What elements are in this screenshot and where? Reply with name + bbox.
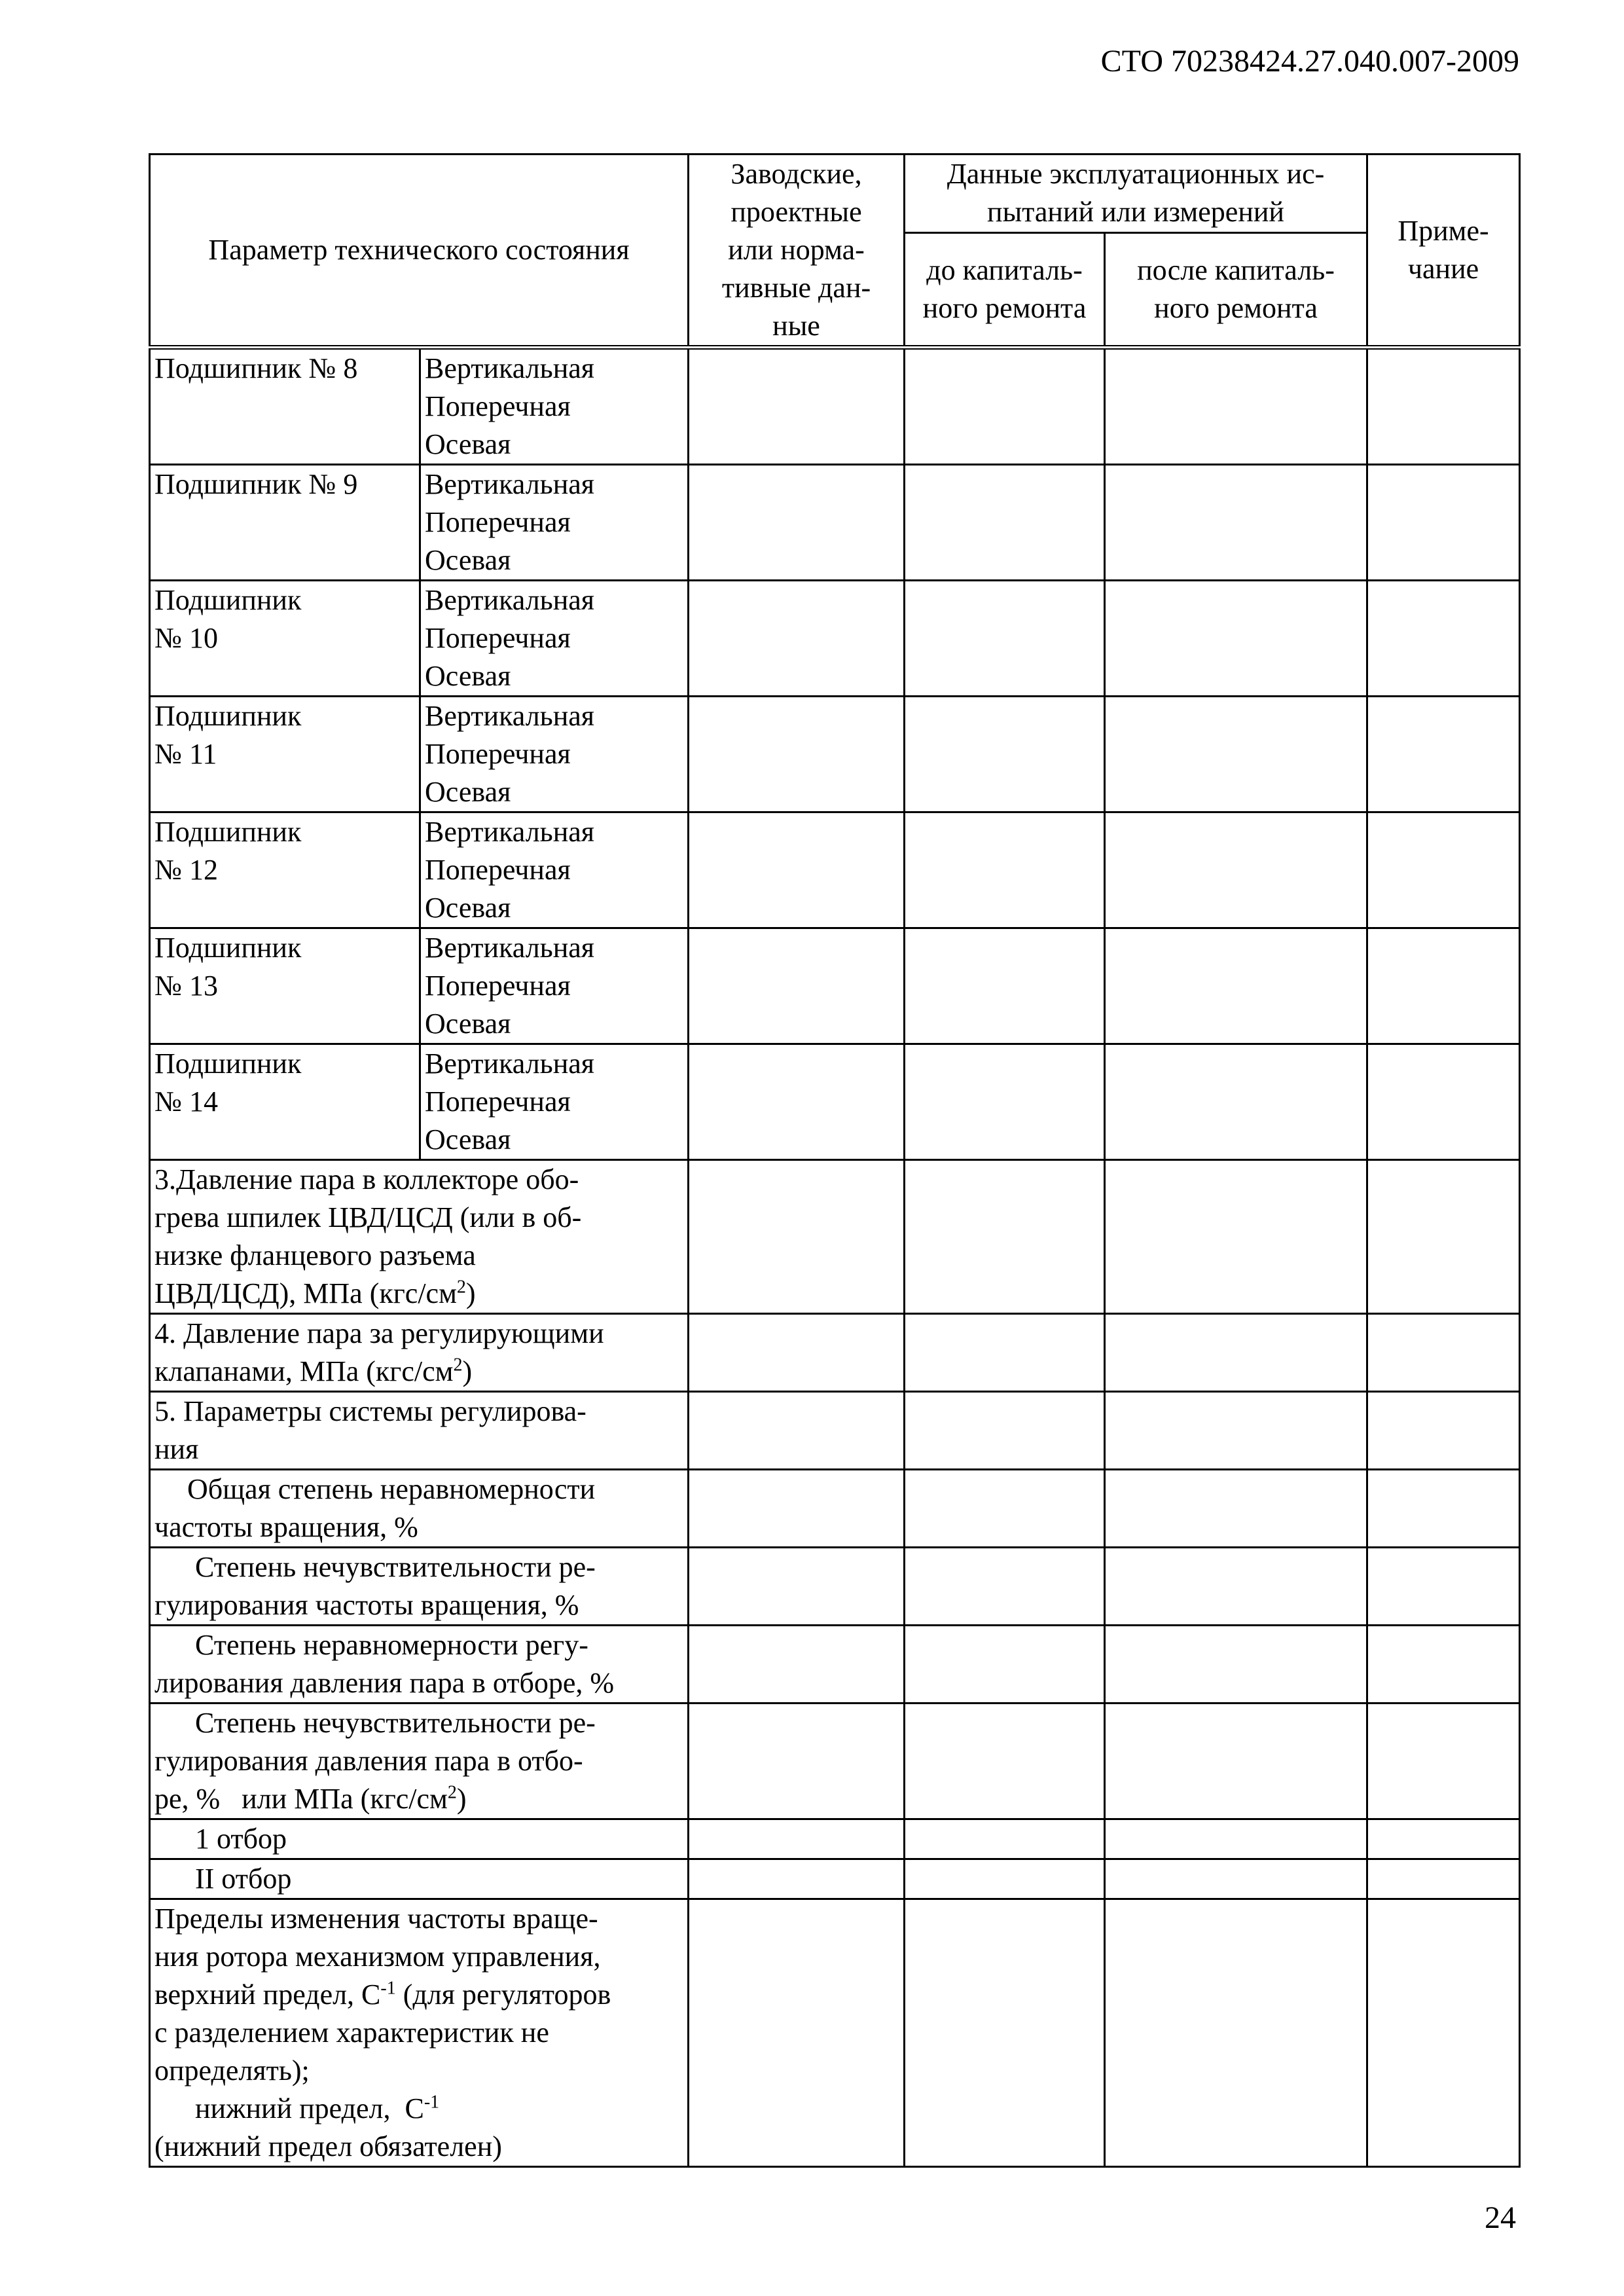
bearing-name: Подшипник № 9 xyxy=(150,465,420,581)
note-cell[interactable] xyxy=(1367,1626,1520,1704)
note-cell[interactable] xyxy=(1367,1548,1520,1626)
row-label: 1 отбор xyxy=(150,1819,689,1859)
after-cell[interactable] xyxy=(1105,1626,1367,1704)
factory-cell[interactable] xyxy=(689,581,905,697)
bearing-directions: Вертикальная Поперечная Осевая xyxy=(420,581,689,697)
factory-cell[interactable] xyxy=(689,348,905,465)
factory-cell[interactable] xyxy=(689,1160,905,1314)
after-cell[interactable] xyxy=(1105,697,1367,812)
row-label: Степень нечувствительности ре- гулирования давления пара в отбо- ре, % или МПа $(кгс/см^2)$ xyxy=(150,1704,689,1819)
note-cell[interactable] xyxy=(1367,1044,1520,1160)
table-row xyxy=(150,697,1520,812)
bearing-directions: Вертикальная Поперечная Осевая xyxy=(420,465,689,581)
table-row xyxy=(150,1470,1520,1548)
row-label: 3.Давление пара в коллекторе обо- грева шпилек ЦВД/ЦСД (или в об- низке фланцевого разъема ЦВД/ЦСД), МПа $(кгс/см^2)$ xyxy=(150,1160,689,1314)
before-cell[interactable] xyxy=(905,928,1105,1044)
table-row xyxy=(150,1392,1520,1470)
bearing-name: Подшипник № 13 xyxy=(150,928,420,1044)
table-row xyxy=(150,1314,1520,1392)
bearing-directions: Вертикальная Поперечная Осевая xyxy=(420,812,689,928)
bearing-name: Подшипник № 14 xyxy=(150,1044,420,1160)
table-row xyxy=(150,812,1520,928)
bearing-name: Подшипник № 10 xyxy=(150,581,420,697)
before-cell[interactable] xyxy=(905,1859,1105,1899)
header-parameter: Параметр технического состояния xyxy=(150,155,689,348)
header-before-repair: до капиталь- ного ремонта xyxy=(905,232,1105,347)
before-cell[interactable] xyxy=(905,465,1105,581)
after-cell[interactable] xyxy=(1105,1819,1367,1859)
bearing-directions: Вертикальная Поперечная Осевая xyxy=(420,348,689,465)
factory-cell[interactable] xyxy=(689,1704,905,1819)
document-code: СТО 70238424.27.040.007-2009 xyxy=(1100,44,1519,79)
factory-cell[interactable] xyxy=(689,1548,905,1626)
factory-cell[interactable] xyxy=(689,697,905,812)
after-cell[interactable] xyxy=(1105,812,1367,928)
row-label: Степень нечувствительности ре- гулирования частоты вращения, % xyxy=(150,1548,689,1626)
row-label: Общая степень неравномерности частоты вращения, % xyxy=(150,1470,689,1548)
after-cell[interactable] xyxy=(1105,1859,1367,1899)
note-cell[interactable] xyxy=(1367,1392,1520,1470)
after-cell[interactable] xyxy=(1105,928,1367,1044)
note-cell[interactable] xyxy=(1367,1899,1520,2167)
note-cell[interactable] xyxy=(1367,928,1520,1044)
table-row xyxy=(150,1704,1520,1819)
table-row xyxy=(150,1819,1520,1859)
table-row xyxy=(150,1859,1520,1899)
row-label: 4. Давление пара за регулирующими клапанами, МПа $(кгс/см^2)$ xyxy=(150,1314,689,1392)
note-cell[interactable] xyxy=(1367,465,1520,581)
factory-cell[interactable] xyxy=(689,1392,905,1470)
factory-cell[interactable] xyxy=(689,1314,905,1392)
note-cell[interactable] xyxy=(1367,1160,1520,1314)
note-cell[interactable] xyxy=(1367,581,1520,697)
before-cell[interactable] xyxy=(905,581,1105,697)
table-row xyxy=(150,1626,1520,1704)
page-number: 24 xyxy=(1485,2200,1516,2235)
bearing-name: Подшипник № 12 xyxy=(150,812,420,928)
table-row xyxy=(150,348,1520,465)
header-note: Приме- чание xyxy=(1367,155,1520,348)
row-label: Степень неравномерности регу- лирования давления пара в отборе, % xyxy=(150,1626,689,1704)
before-cell[interactable] xyxy=(905,697,1105,812)
factory-cell[interactable] xyxy=(689,1044,905,1160)
after-cell[interactable] xyxy=(1105,465,1367,581)
table-row xyxy=(150,1548,1520,1626)
note-cell[interactable] xyxy=(1367,812,1520,928)
after-cell[interactable] xyxy=(1105,581,1367,697)
before-cell[interactable] xyxy=(905,1044,1105,1160)
table-row xyxy=(150,1044,1520,1160)
factory-cell[interactable] xyxy=(689,1626,905,1704)
bearing-directions: Вертикальная Поперечная Осевая xyxy=(420,697,689,812)
before-cell[interactable] xyxy=(905,1314,1105,1392)
factory-cell[interactable] xyxy=(689,812,905,928)
row-label: II отбор xyxy=(150,1859,689,1899)
after-cell[interactable] xyxy=(1105,348,1367,465)
note-cell[interactable] xyxy=(1367,1470,1520,1548)
factory-cell[interactable] xyxy=(689,465,905,581)
header-factory-data: Заводские, проектные или норма- тивные дан- ные xyxy=(689,155,905,348)
before-cell[interactable] xyxy=(905,1819,1105,1859)
bearing-name: Подшипник № 8 xyxy=(150,348,420,465)
note-cell[interactable] xyxy=(1367,1859,1520,1899)
table-row xyxy=(150,1899,1520,2167)
bearing-name: Подшипник № 11 xyxy=(150,697,420,812)
before-cell[interactable] xyxy=(905,1704,1105,1819)
table-row xyxy=(150,1160,1520,1314)
note-cell[interactable] xyxy=(1367,1704,1520,1819)
after-cell[interactable] xyxy=(1105,1704,1367,1819)
note-cell[interactable] xyxy=(1367,1819,1520,1859)
after-cell[interactable] xyxy=(1105,1899,1367,2167)
factory-cell[interactable] xyxy=(689,1470,905,1548)
table-row xyxy=(150,581,1520,697)
factory-cell[interactable] xyxy=(689,928,905,1044)
before-cell[interactable] xyxy=(905,1899,1105,2167)
before-cell[interactable] xyxy=(905,1392,1105,1470)
header-operational-data: Данные эксплуатационных ис- пытаний или измерений xyxy=(905,155,1367,233)
note-cell[interactable] xyxy=(1367,1314,1520,1392)
before-cell[interactable] xyxy=(905,1548,1105,1626)
row-label: 5. Параметры системы регулирова- ния xyxy=(150,1392,689,1470)
header-after-repair: после капиталь- ного ремонта xyxy=(1105,232,1367,347)
note-cell[interactable] xyxy=(1367,697,1520,812)
note-cell[interactable] xyxy=(1367,348,1520,465)
bearing-directions: Вертикальная Поперечная Осевая xyxy=(420,928,689,1044)
before-cell[interactable] xyxy=(905,1470,1105,1548)
after-cell[interactable] xyxy=(1105,1314,1367,1392)
before-cell[interactable] xyxy=(905,348,1105,465)
row-label: Пределы изменения частоты враще- ния ротора механизмом управления, верхний предел, $С^{-1}$ (для регуляторов с разделением характеристик не определять); нижний предел, $С^{-1}$ (нижний предел обязателен) xyxy=(150,1899,689,2167)
after-cell[interactable] xyxy=(1105,1160,1367,1314)
table-row xyxy=(150,465,1520,581)
after-cell[interactable] xyxy=(1105,1470,1367,1548)
table-row xyxy=(150,928,1520,1044)
before-cell[interactable] xyxy=(905,1626,1105,1704)
factory-cell[interactable] xyxy=(689,1859,905,1899)
before-cell[interactable] xyxy=(905,812,1105,928)
after-cell[interactable] xyxy=(1105,1392,1367,1470)
before-cell[interactable] xyxy=(905,1160,1105,1314)
factory-cell[interactable] xyxy=(689,1899,905,2167)
factory-cell[interactable] xyxy=(689,1819,905,1859)
technical-condition-table xyxy=(149,153,1521,2168)
bearing-directions: Вертикальная Поперечная Осевая xyxy=(420,1044,689,1160)
after-cell[interactable] xyxy=(1105,1044,1367,1160)
after-cell[interactable] xyxy=(1105,1548,1367,1626)
